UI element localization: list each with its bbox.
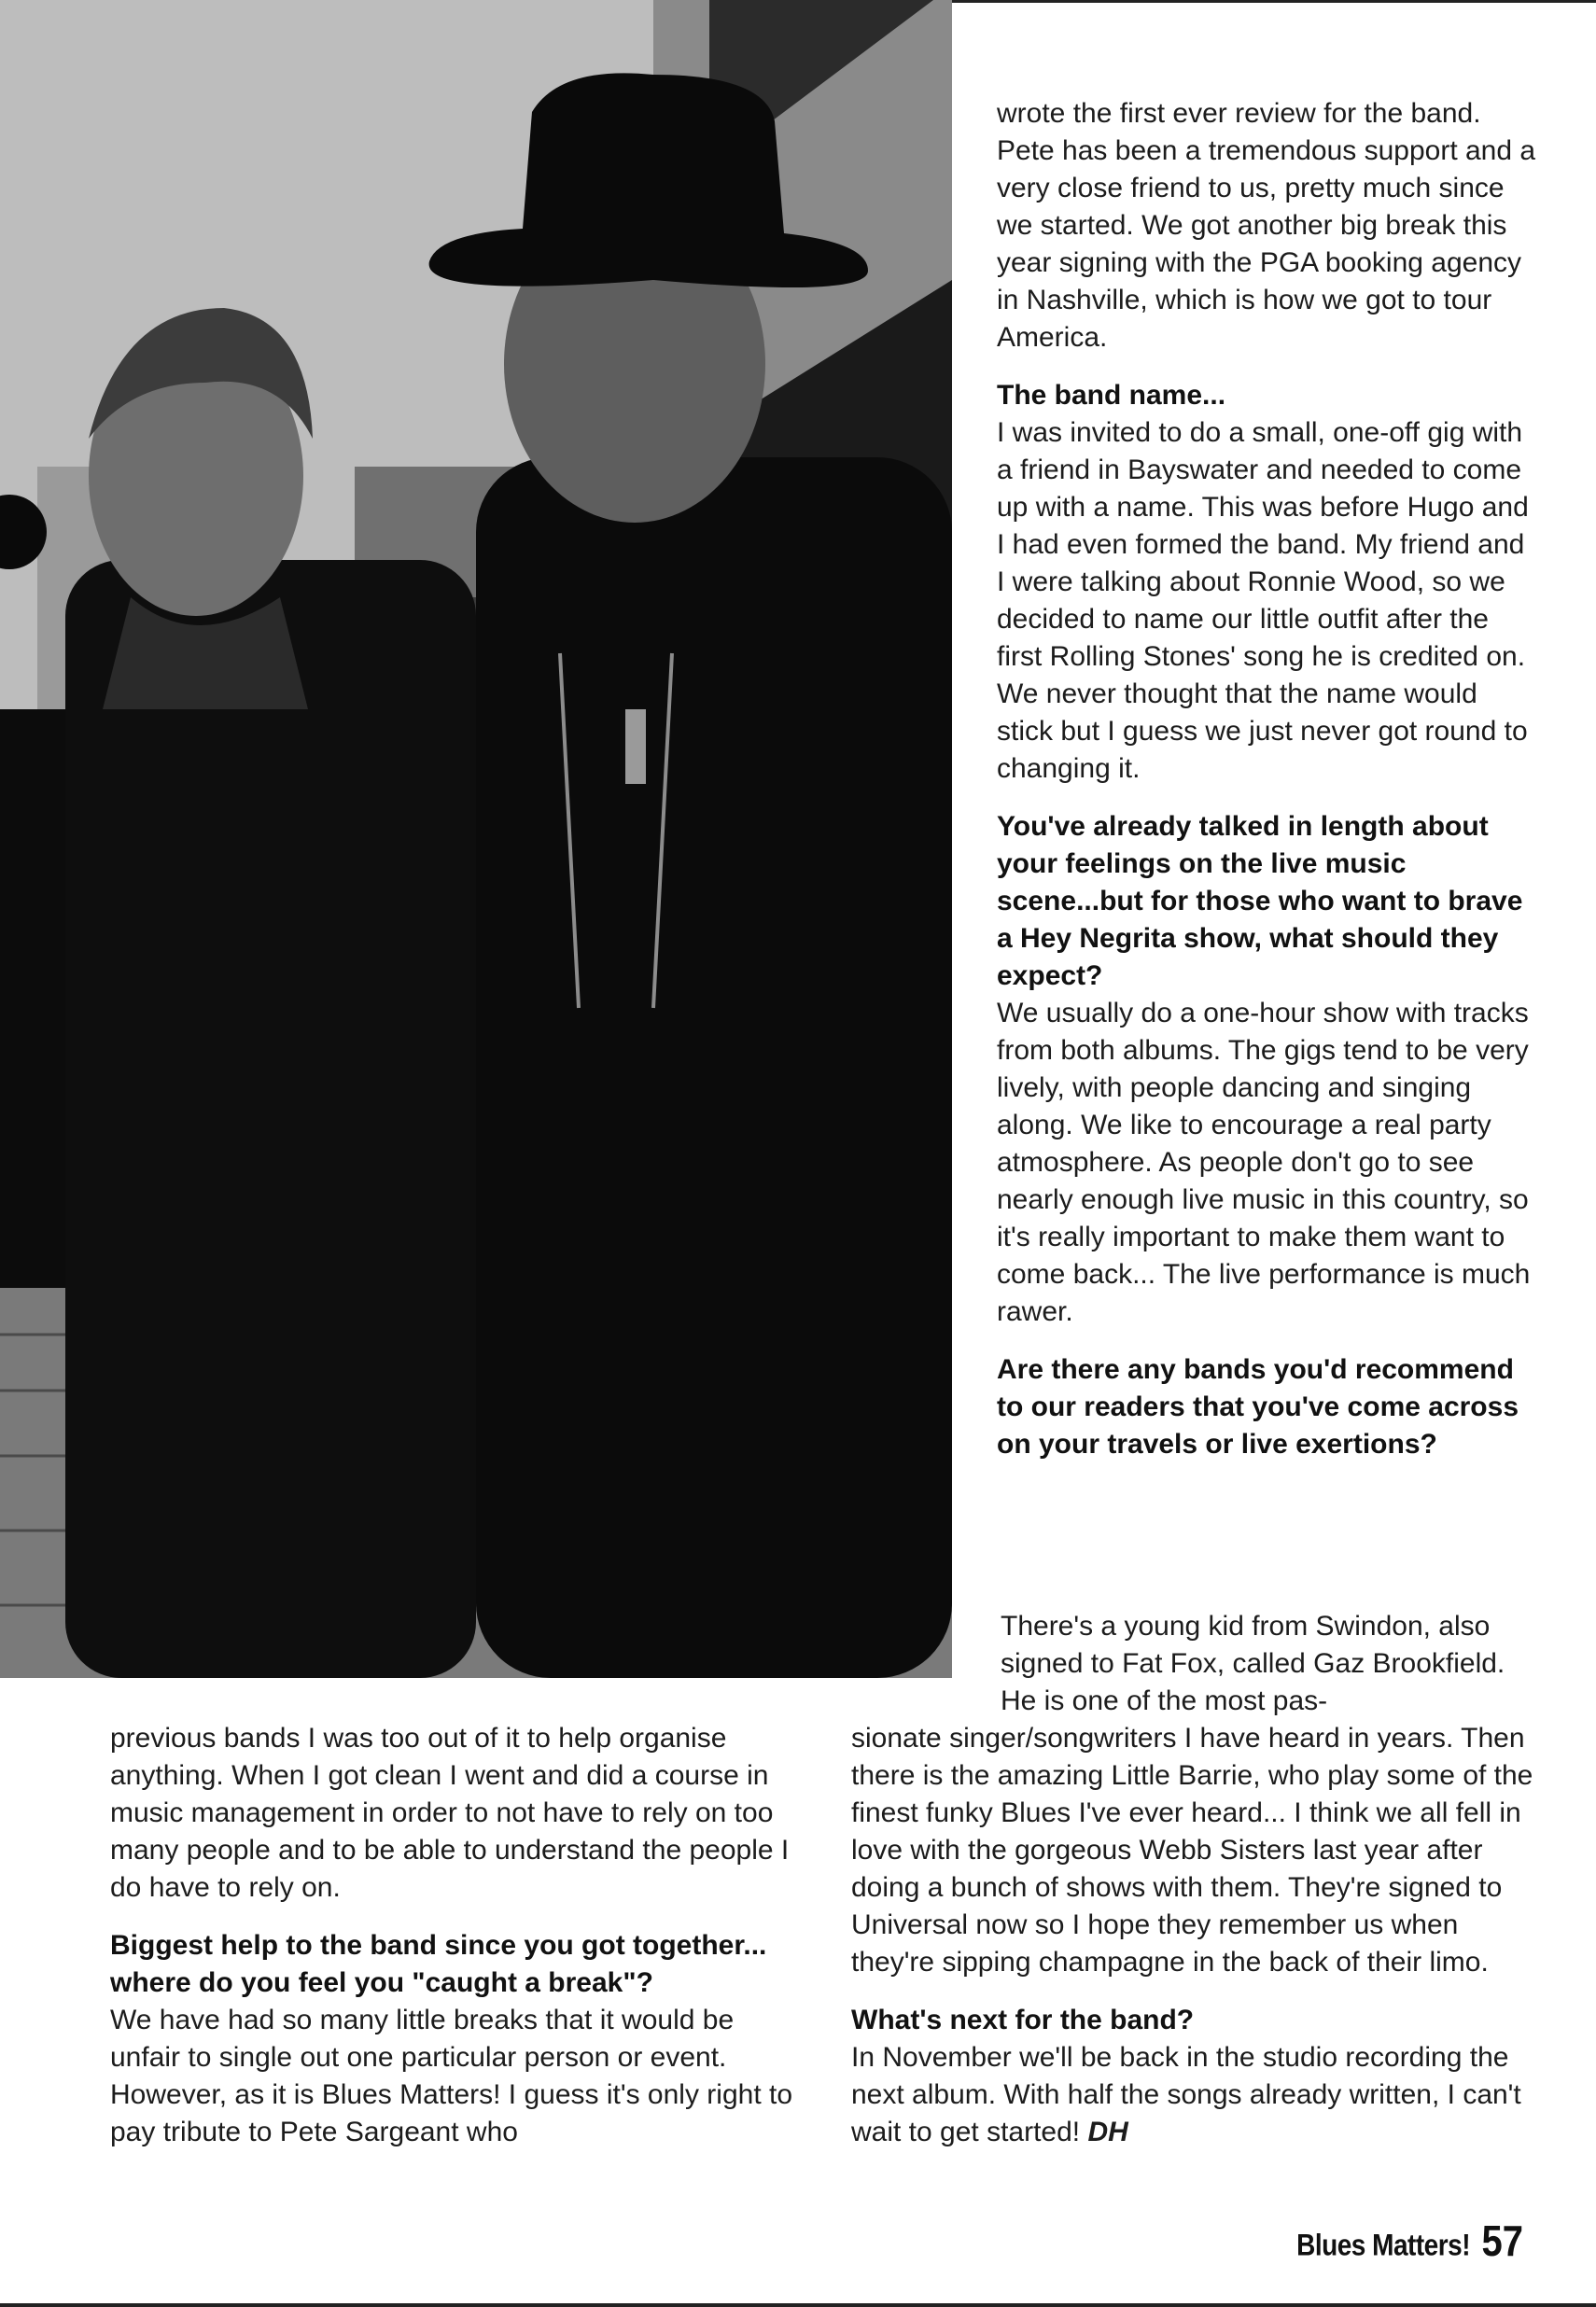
band-photo-illustration (0, 0, 952, 1678)
article-paragraph: wrote the first ever review for the band. Pete has been a tremendous support and a very close friend to us, pretty much since we started. We got another big break this year signing with the PGA booking agency in Nashville, which is how we got to tour America. (997, 98, 1536, 353)
article-paragraph: I was invited to do a small, one-off gig with a friend in Bayswater and needed to come up with a name. This was before Hugo and I had even formed the band. My friend and I were talking about Ronnie Wood, so we decided to name our little outfit after the first Rolling Stones' song he is credited on. We never thought that the name would stick but I guess we just never got round to changing it. (997, 417, 1529, 784)
article-paragraph: We usually do a one-hour show with tracks from both albums. The gigs tend to be very lively, with people dancing and singing along. We like to encourage a real party atmosphere. As people don't go to see nearly enough live music in this country, so it's really important to make them want to come back... The live performance is much rawer. (997, 998, 1531, 1327)
bottom-rule (0, 2303, 1596, 2307)
question-heading: You've already talked in length about your feelings on the live music scene...but for those who want to brave a Hey Negrita show, what should they expect? (997, 811, 1523, 991)
question-heading: Are there any bands you'd recommend to our readers that you've come across on your travels or live exertions? (997, 1354, 1519, 1460)
article-paragraph: previous bands I was too out of it to help organise anything. When I got clean I went and did a course in music management in order to not have to rely on too many people and to be able to understand the people I do have to rely on. (110, 1723, 790, 1903)
magazine-name: Blues Matters! (1296, 2228, 1471, 2262)
article-paragraph (851, 2039, 1547, 2151)
left-column-bottom (110, 1720, 801, 2151)
question-heading: The band name... (997, 380, 1226, 411)
band-photo (0, 0, 952, 1678)
page-footer (1296, 2217, 1523, 2266)
question-heading: What's next for the band? (851, 2005, 1195, 2035)
article-paragraph: There's a young kid from Swindon, also signed to Fat Fox, called Gaz Brookfield. He is one of the most pas- (1001, 1611, 1505, 1716)
right-column-answer-start (1001, 1608, 1542, 1720)
article-paragraph: We have had so many little breaks that it would be unfair to single out one particular person or event. However, as it is Blues Matters! I guess it's only right to pay tribute to Pete Sargeant who (110, 2005, 793, 2147)
answer-text: In November we'll be back in the studio recording the next album. With half the songs already written, I can't wait to get started! (851, 2042, 1521, 2147)
right-column-top (997, 95, 1538, 1463)
article-paragraph: sionate singer/songwriters I have heard in years. Then there is the amazing Little Barrie, who play some of the finest funky Blues I've ever heard... I think we all fell in love with the gorgeous Webb Sisters last year after doing a bunch of shows with them. They're signed to Universal now so I hope they remember us when they're sipping champagne in the back of their limo. (851, 1723, 1533, 1978)
author-initials: DH (1087, 2117, 1128, 2147)
question-heading: Biggest help to the band since you got together... where do you feel you "caught a break"? (110, 1930, 767, 1998)
page-number: 57 (1481, 2217, 1523, 2266)
right-column-bottom (851, 1720, 1547, 2151)
